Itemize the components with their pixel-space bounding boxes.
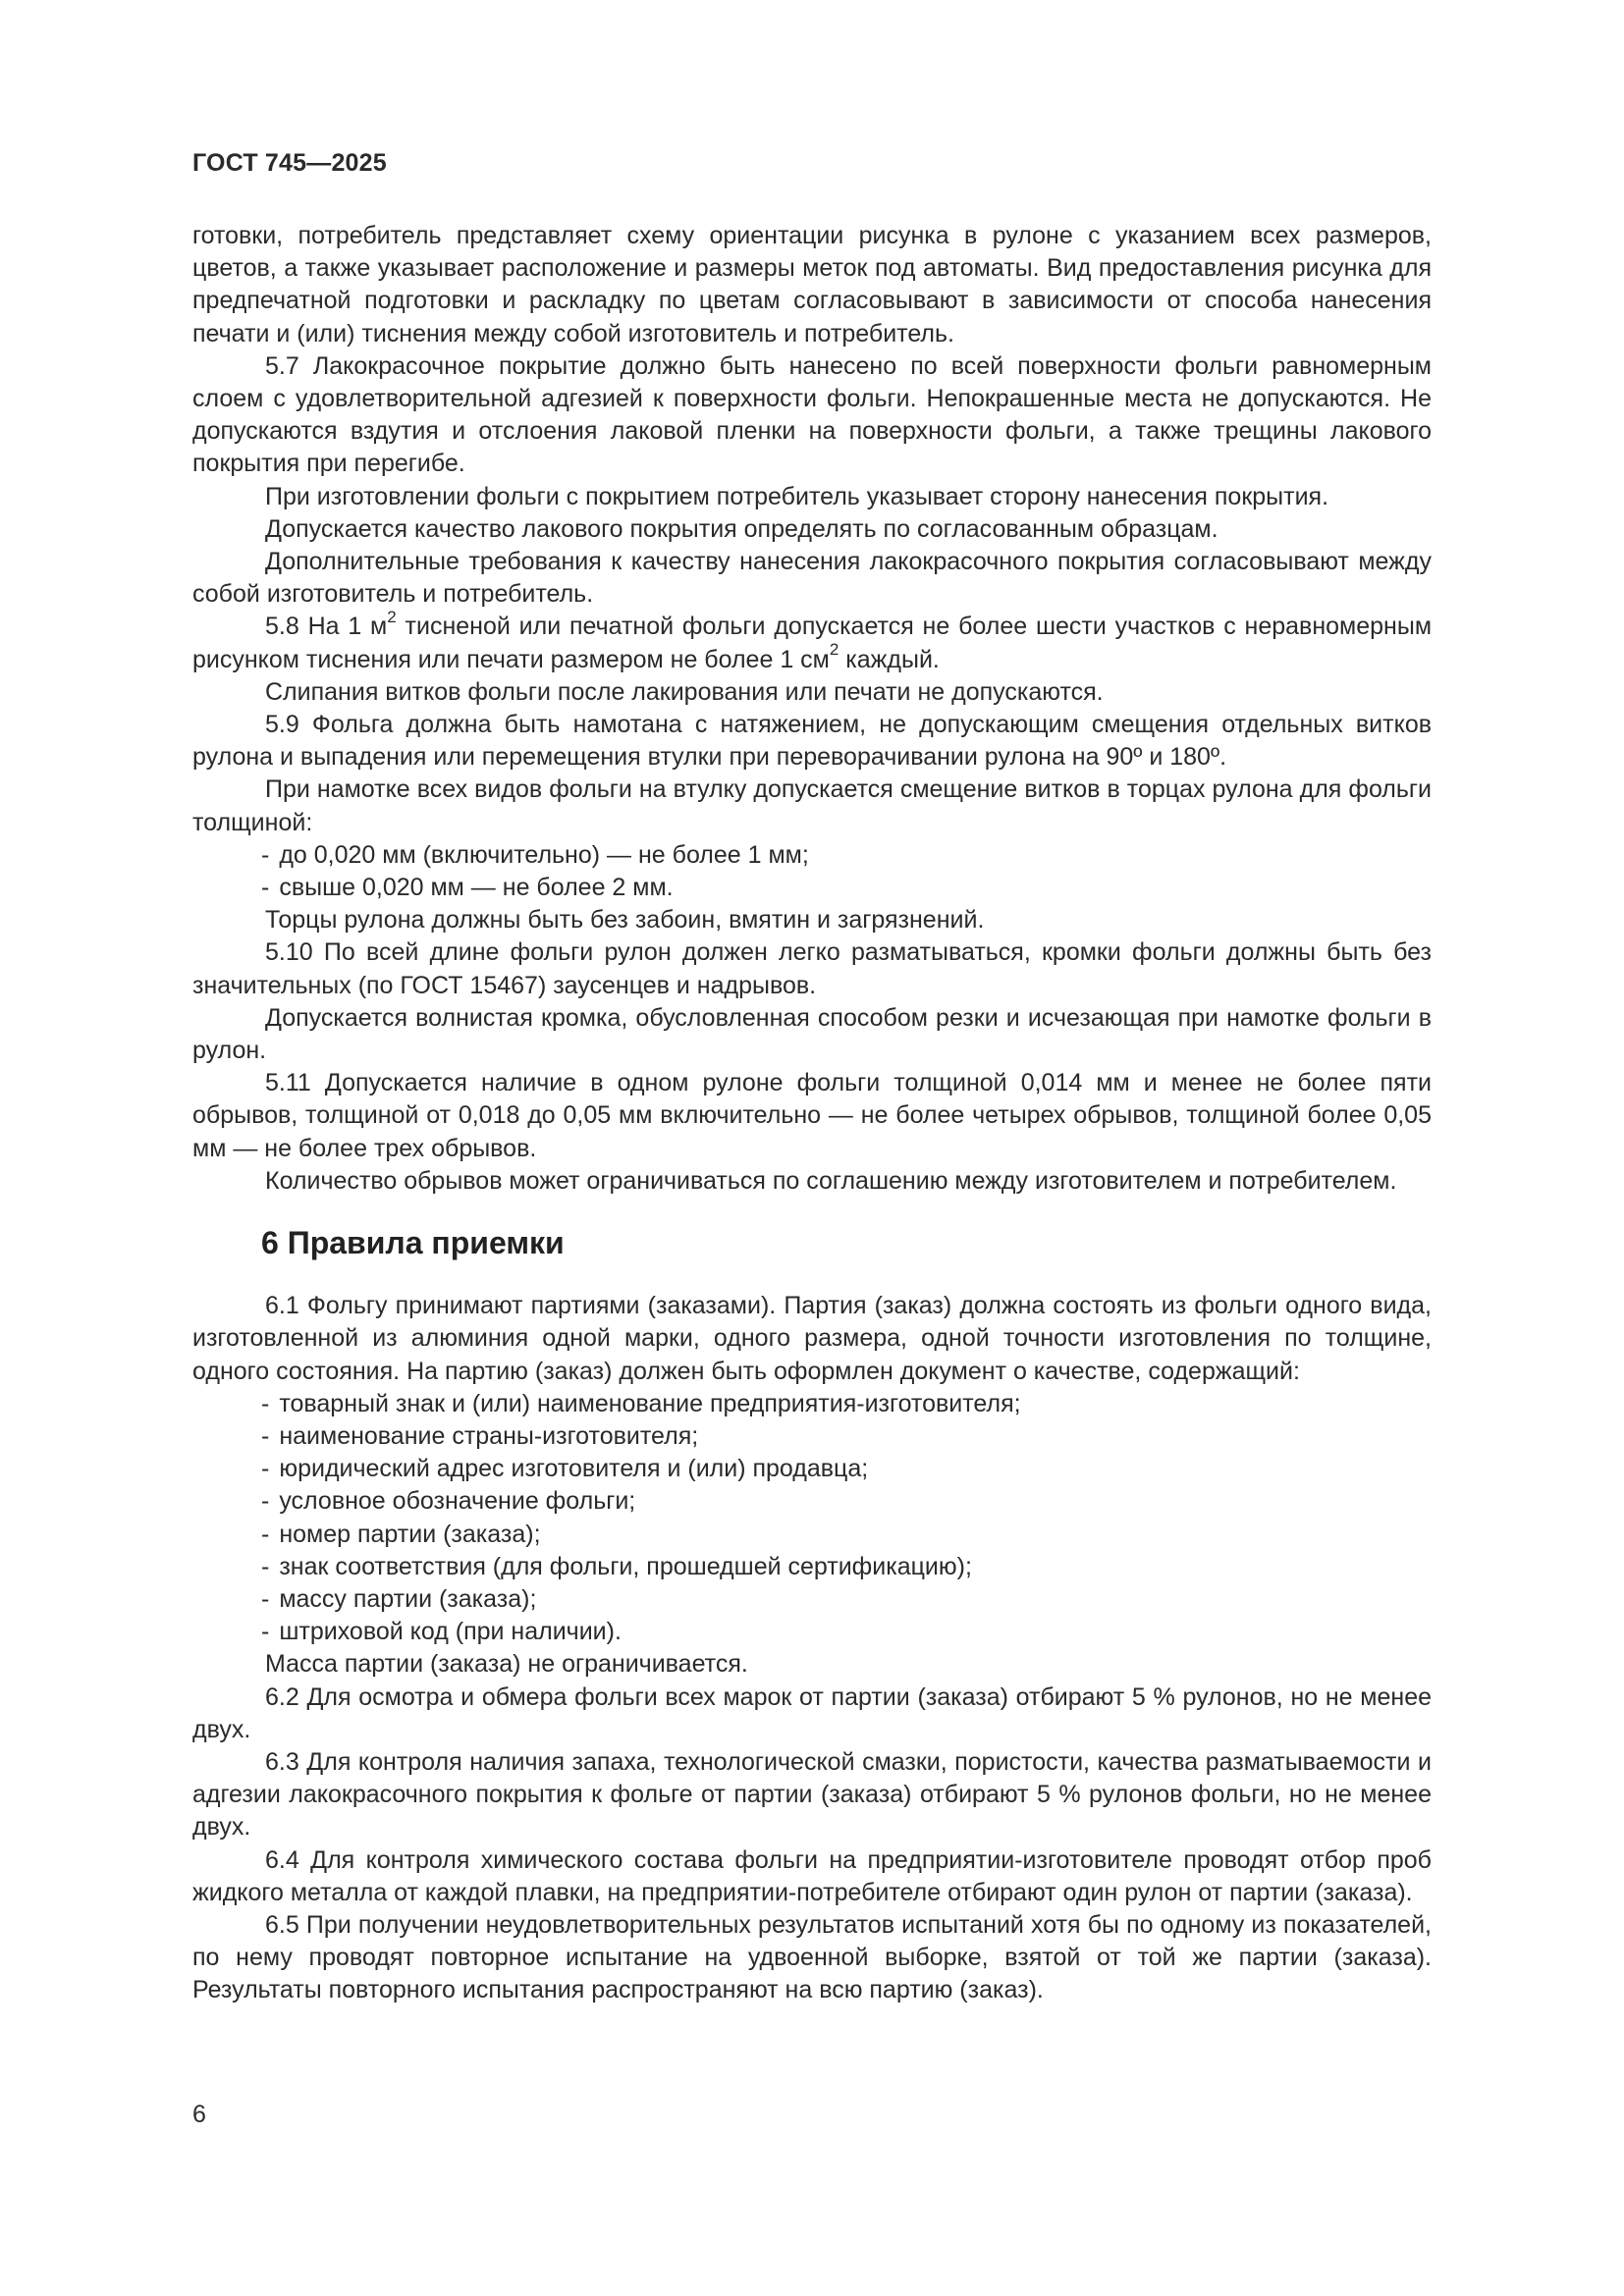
list-item-text: свыше 0,020 мм — не более 2 мм. <box>279 874 674 902</box>
list-item-text: знак соответствия (для фольги, прошедшей сертификацию); <box>279 1552 972 1580</box>
list-item <box>192 1519 1432 1551</box>
list-dash: - <box>261 1455 270 1483</box>
paragraph: 6.3 Для контроля наличия запаха, технологической смазки, пористости, качества разматываемости и адгезии лакокрасочного покрытия к фольге от партии (заказа) отбирают 5 % рулонов фольги, но не менее двух. <box>192 1747 1432 1842</box>
paragraph: Масса партии (заказа) не ограничивается. <box>265 1650 748 1679</box>
list-item <box>192 872 1432 904</box>
paragraph: 6.1 Фольгу принимают партиями (заказами). Партия (заказ) должна состоять из фольги одного вида, изготовленной из алюминия одной марки, одного размера, одной точности изготовления по толщине, одного состояния. На партию (заказ) должен быть оформлен документ о качестве, содержащий: <box>192 1292 1432 1385</box>
paragraph <box>192 608 1433 675</box>
list-item-text: наименование страны-изготовителя; <box>279 1421 699 1450</box>
superscript: 2 <box>829 640 839 660</box>
paragraph: Торцы рулона должны быть без забоин, вмятин и загрязнений. <box>265 906 985 934</box>
page-header-title: ГОСТ 745—2025 <box>192 149 387 177</box>
list-dash: - <box>261 1552 270 1580</box>
page-number: 6 <box>192 2101 206 2128</box>
list-item-text: юридический адрес изготовителя и (или) продавца; <box>279 1455 869 1483</box>
paragraph: готовки, потребитель представляет схему ориентации рисунка в рулоне с указанием всех размеров, цветов, а также указывает расположение и размеры меток под автоматы. Вид предоставления рисунка для предпечатной подготовки и раскладку по цветам согласовывают в зависимости от способа нанесения печати и (или) тиснения между собой изготовитель и потребитель. <box>192 222 1432 347</box>
paragraph: Слипания витков фольги после лакирования или печати не допускаются. <box>265 677 1104 706</box>
list-dash: - <box>261 1618 270 1646</box>
text-run: тисненой или печатной фольги допускается не более шести участков с неравномерным рисунком тиснения или печати размером не более 1 см <box>192 613 1433 673</box>
paragraph: 6.4 Для контроля химического состава фольги на предприятии-изготовителе проводят отбор проб жидкого металла от каждой плавки, на предприятии-потребителе отбирают один рулон от партии (заказа). <box>192 1845 1432 1906</box>
paragraph: Количество обрывов может ограничиваться по соглашению между изготовителем и потребителем. <box>265 1166 1397 1195</box>
list-dash: - <box>261 874 270 902</box>
list-item <box>192 1420 1432 1453</box>
list-dash: - <box>261 1421 270 1450</box>
paragraph: Допускается качество лакового покрытия определять по согласованным образцам. <box>265 514 1218 543</box>
paragraph: 6.2 Для осмотра и обмера фольги всех марок от партии (заказа) отбирают 5 % рулонов, но не менее двух. <box>192 1682 1432 1743</box>
paragraph: Допускается волнистая кромка, обусловленная способом резки и исчезающая при намотке фольги в рулон. <box>192 1003 1432 1065</box>
list-item <box>192 1485 1432 1518</box>
list-dash: - <box>261 1389 270 1417</box>
list-item-text: товарный знак и (или) наименование предприятия-изготовителя; <box>279 1389 1021 1417</box>
list-item-text: условное обозначение фольги; <box>279 1487 636 1516</box>
list-item <box>192 1453 1432 1485</box>
list-item-text: штриховой код (при наличии). <box>279 1618 622 1646</box>
text-run: каждый. <box>839 645 940 673</box>
list-item <box>192 1551 1432 1583</box>
list-dash: - <box>261 1584 270 1613</box>
list-dash: - <box>261 1487 270 1516</box>
list-dash: - <box>261 840 270 869</box>
list-item-text: массу партии (заказа); <box>279 1584 537 1613</box>
paragraph: 5.9 Фольга должна быть намотана с натяжением, не допускающим смещения отдельных витков рулона и выпадения или перемещения втулки при переворачивании рулона на 90º и 180º. <box>192 711 1432 772</box>
paragraph: При изготовлении фольги с покрытием потребитель указывает сторону нанесения покрытия. <box>265 482 1329 510</box>
list-item-text: номер партии (заказа); <box>279 1520 541 1548</box>
superscript: 2 <box>387 608 397 627</box>
list-item <box>192 1583 1432 1616</box>
paragraph: Дополнительные требования к качеству нанесения лакокрасочного покрытия согласовывают между собой изготовитель и потребитель. <box>192 548 1432 609</box>
document-body <box>192 220 1432 2007</box>
list-dash: - <box>261 1520 270 1548</box>
list-item <box>192 839 1432 872</box>
paragraph: 6.5 При получении неудовлетворительных результатов испытаний хотя бы по одному из показателей, по нему проводят повторное испытание на удвоенной выборке, взятой от той же партии (заказа). Результаты повторного испытания распространяют на всю партию (заказ). <box>192 1910 1432 2004</box>
paragraph: 5.7 Лакокрасочное покрытие должно быть нанесено по всей поверхности фольги равномерным слоем с удовлетворительной адгезией к поверхности фольги. Непокрашенные места не допускаются. Не допускаются вздутия и отслоения лаковой пленки на поверхности фольги, а также трещины лакового покрытия при перегибе. <box>192 351 1432 478</box>
text-run: 5.8 На 1 м <box>265 613 388 641</box>
paragraph: 5.10 По всей длине фольги рулон должен легко разматываться, кромки фольги должны быть без значительных (по ГОСТ 15467) заусенцев и надрывов. <box>192 938 1432 999</box>
list-item <box>192 1388 1432 1420</box>
list-item <box>192 1616 1432 1648</box>
list-item-text: до 0,020 мм (включительно) — не более 1 мм; <box>279 840 809 869</box>
paragraph: При намотке всех видов фольги на втулку допускается смещение витков в торцах рулона для фольги толщиной: <box>192 775 1432 836</box>
paragraph: 5.11 Допускается наличие в одном рулоне фольги толщиной 0,014 мм и менее не более пяти обрывов, толщиной от 0,018 до 0,05 мм включительно — не более четырех обрывов, толщиной более 0,05 мм — не более трех обрывов. <box>192 1069 1432 1162</box>
section-heading: 6 Правила приемки <box>261 1225 565 1261</box>
